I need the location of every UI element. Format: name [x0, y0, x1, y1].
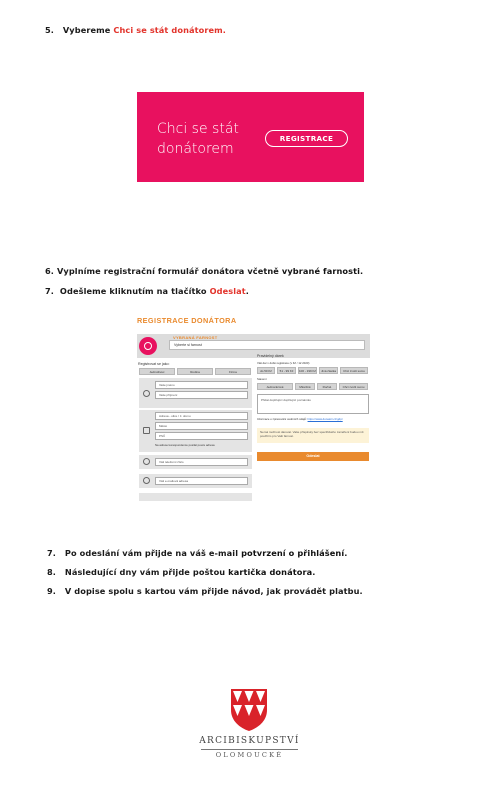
step-8 — [47, 567, 315, 577]
banner-line-1: Chci se stát — [157, 121, 239, 137]
step-suffix: . — [360, 266, 364, 276]
type-company[interactable]: Firma — [215, 368, 251, 375]
archdiocese-shield-icon — [230, 688, 268, 732]
step-highlight: Chci se stát donátorem. — [113, 25, 227, 35]
zip-input[interactable]: PSČ — [155, 432, 248, 440]
farnost-select[interactable]: Vyberte si farnost — [169, 340, 365, 350]
submit-button[interactable]: Odeslat — [257, 452, 369, 461]
privacy-link[interactable]: https://www.donatori.cz/gdpr — [307, 417, 343, 421]
step-bold: vybrané farnosti — [281, 266, 361, 276]
step-text: Následující dny vám přijde poštou — [64, 567, 229, 577]
register-as-label: Registrovat se jako: — [138, 362, 170, 366]
period-once[interactable]: Jednorázově — [257, 383, 293, 390]
person-icon — [143, 390, 150, 397]
step-text: Odešleme kliknutím na tlačítko — [59, 286, 210, 296]
step-bold: kartička donátora — [228, 567, 313, 577]
phone-icon — [143, 458, 150, 465]
step-5 — [45, 25, 226, 35]
step-7b — [47, 548, 347, 558]
step-text: V dopise spolu s kartou vám přijde — [64, 586, 232, 596]
registration-form-screenshot — [137, 312, 370, 502]
step-number: 7. — [45, 286, 55, 296]
step-number: 6. — [45, 266, 55, 276]
step-suffix: . — [312, 567, 316, 577]
archdiocese-name-line-2: OLOMOUCKÉ — [215, 751, 284, 759]
step-suffix: . — [245, 286, 249, 296]
step-suffix: , jak provádět platbu. — [260, 586, 363, 596]
step-highlight: Odeslat — [209, 286, 246, 296]
info-note: Nemá možnost darovat. Vaše příspěvky bez specifického zaměření budou mít použitím pro Vaši farnost. — [257, 428, 369, 443]
step-9 — [47, 586, 363, 596]
street-input[interactable]: Adresa - ulice / č. domu — [155, 412, 248, 420]
period-custom[interactable]: Chci zvolit sumu — [339, 383, 368, 390]
period-label: Stavení — [257, 377, 267, 381]
amount-option-4[interactable]: Jiná částka — [320, 369, 336, 373]
step-6 — [45, 266, 363, 276]
amount-label: Váš dar v době registrace (v Kč / 12 2020) — [257, 361, 310, 365]
step-suffix: . — [344, 548, 348, 558]
step-bold: potvrzení o přihlášení — [241, 548, 345, 558]
donor-logo-icon — [139, 337, 157, 355]
banner-text — [157, 119, 239, 159]
logo-divider — [201, 749, 298, 750]
amount-option-3[interactable]: 100 - 199 Kč — [299, 369, 317, 373]
email-input[interactable]: Váš e-mailová adresa — [155, 477, 248, 485]
privacy-text: Informace o zpracování osobních údajů: — [257, 417, 307, 421]
step-7 — [45, 286, 249, 296]
step-text: Vyplníme registrační formulář donátora včetně — [56, 266, 282, 276]
building-icon — [143, 427, 150, 434]
type-family[interactable]: Rodina — [177, 368, 213, 375]
period-yearly[interactable]: Ročně — [317, 383, 337, 390]
extra-panel — [139, 493, 252, 501]
banner-line-2: donátorem — [157, 141, 234, 157]
type-individual[interactable]: Jednotlivec — [139, 368, 175, 375]
step-bold: návod — [231, 586, 261, 596]
address-checkbox-label[interactable]: Na adrese korespondence posílat pouze adresa — [155, 443, 215, 447]
step-number: 8. — [47, 567, 57, 577]
step-text: Vybereme — [62, 25, 114, 35]
last-name-input[interactable]: Vaše příjmení — [155, 391, 248, 399]
message-textarea[interactable]: Přidat doplňující doplňující poznámku — [257, 394, 369, 414]
amount-option-1[interactable]: do 50 Kč — [257, 367, 275, 374]
at-icon — [143, 477, 150, 484]
form-title: REGISTRACE DONÁTORA — [137, 316, 237, 325]
phone-input[interactable]: Váš telefonní číslo — [155, 458, 248, 466]
step-number: 9. — [47, 586, 57, 596]
right-column-title: Pravidelný dárek — [257, 354, 284, 358]
period-monthly[interactable]: Měsíčně — [295, 383, 315, 390]
archdiocese-name-line-1: ARCIBISKUPSTVÍ — [199, 736, 300, 746]
step-number: 7. — [47, 548, 57, 558]
donor-banner — [137, 92, 364, 182]
privacy-line — [257, 417, 343, 421]
city-input[interactable]: Město — [155, 422, 248, 430]
amount-option-custom[interactable]: Chci zvolit sumu — [340, 367, 368, 374]
step-number: 5. — [45, 25, 55, 35]
step-text: Po odeslání vám přijde na váš e-mail — [64, 548, 242, 558]
registrace-button[interactable]: REGISTRACE — [265, 130, 348, 147]
amount-option-2[interactable]: 51 - 99 Kč — [277, 367, 296, 374]
first-name-input[interactable]: Vaše jméno — [155, 381, 248, 389]
farnost-label: VYBRANÁ FARNOST — [173, 335, 218, 340]
